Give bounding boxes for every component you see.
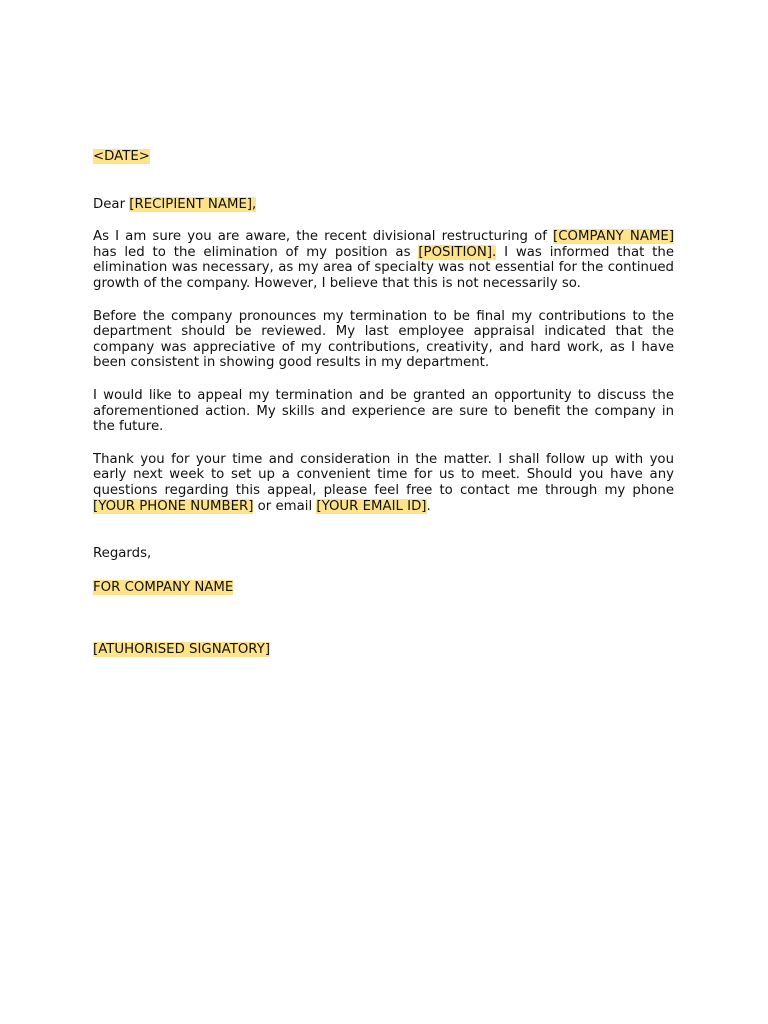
paragraph-restructuring [93,229,674,291]
paragraph-appeal: I would like to appeal my termination and be granted an opportunity to discuss the aforementioned action. My skills and experience are sure to benefit the company in the future. [93,387,674,435]
date-line [93,149,674,165]
paragraph1-text-3: I was informed that the elimination was necessary, as my area of specialty was not essential for the continued growth of the company. However, I believe that this is not necessarily so. [93,244,674,291]
closing-line: Regards, [93,546,152,562]
letter-body [93,149,674,658]
company-line [93,580,674,596]
paragraph-review: Before the company pronounces my termination to be final my contributions to the department should be reviewed. My last employee appraisal indicated that the company was appreciative of my contributions, creativity, and hard work, as I have been consistent in showing good results in my department. [93,308,674,371]
email-placeholder: [YOUR EMAIL ID] [316,498,427,514]
salutation-prefix: Dear [93,196,130,212]
position-placeholder: [POSITION]. [418,244,497,260]
company-line-placeholder: FOR COMPANY NAME [93,579,234,595]
paragraph1-text-2: has led to the elimination of my position as [93,244,419,260]
paragraph4-text-2: or email [253,498,317,514]
signatory-placeholder: [ATUHORISED SIGNATORY] [93,642,271,658]
date-placeholder: <DATE> [93,149,150,164]
company-name-placeholder: [COMPANY NAME] [553,229,675,245]
paragraph-followup [93,452,674,514]
paragraph4-text-1: Thank you for your time and consideration in the matter. I shall follow up with you early next week to set up a convenient time for us to meet. Should you have any questions regarding this appeal, please feel free to contact me through my phone [93,451,674,498]
phone-placeholder: [YOUR PHONE NUMBER] [93,498,254,514]
recipient-name-placeholder: [RECIPIENT NAME], [129,196,257,212]
signatory-line [93,642,674,658]
paragraph1-text-1: As I am sure you are aware, the recent divisional restructuring of [93,229,554,245]
paragraph4-text-3: . [426,498,431,514]
salutation-line [93,197,674,213]
